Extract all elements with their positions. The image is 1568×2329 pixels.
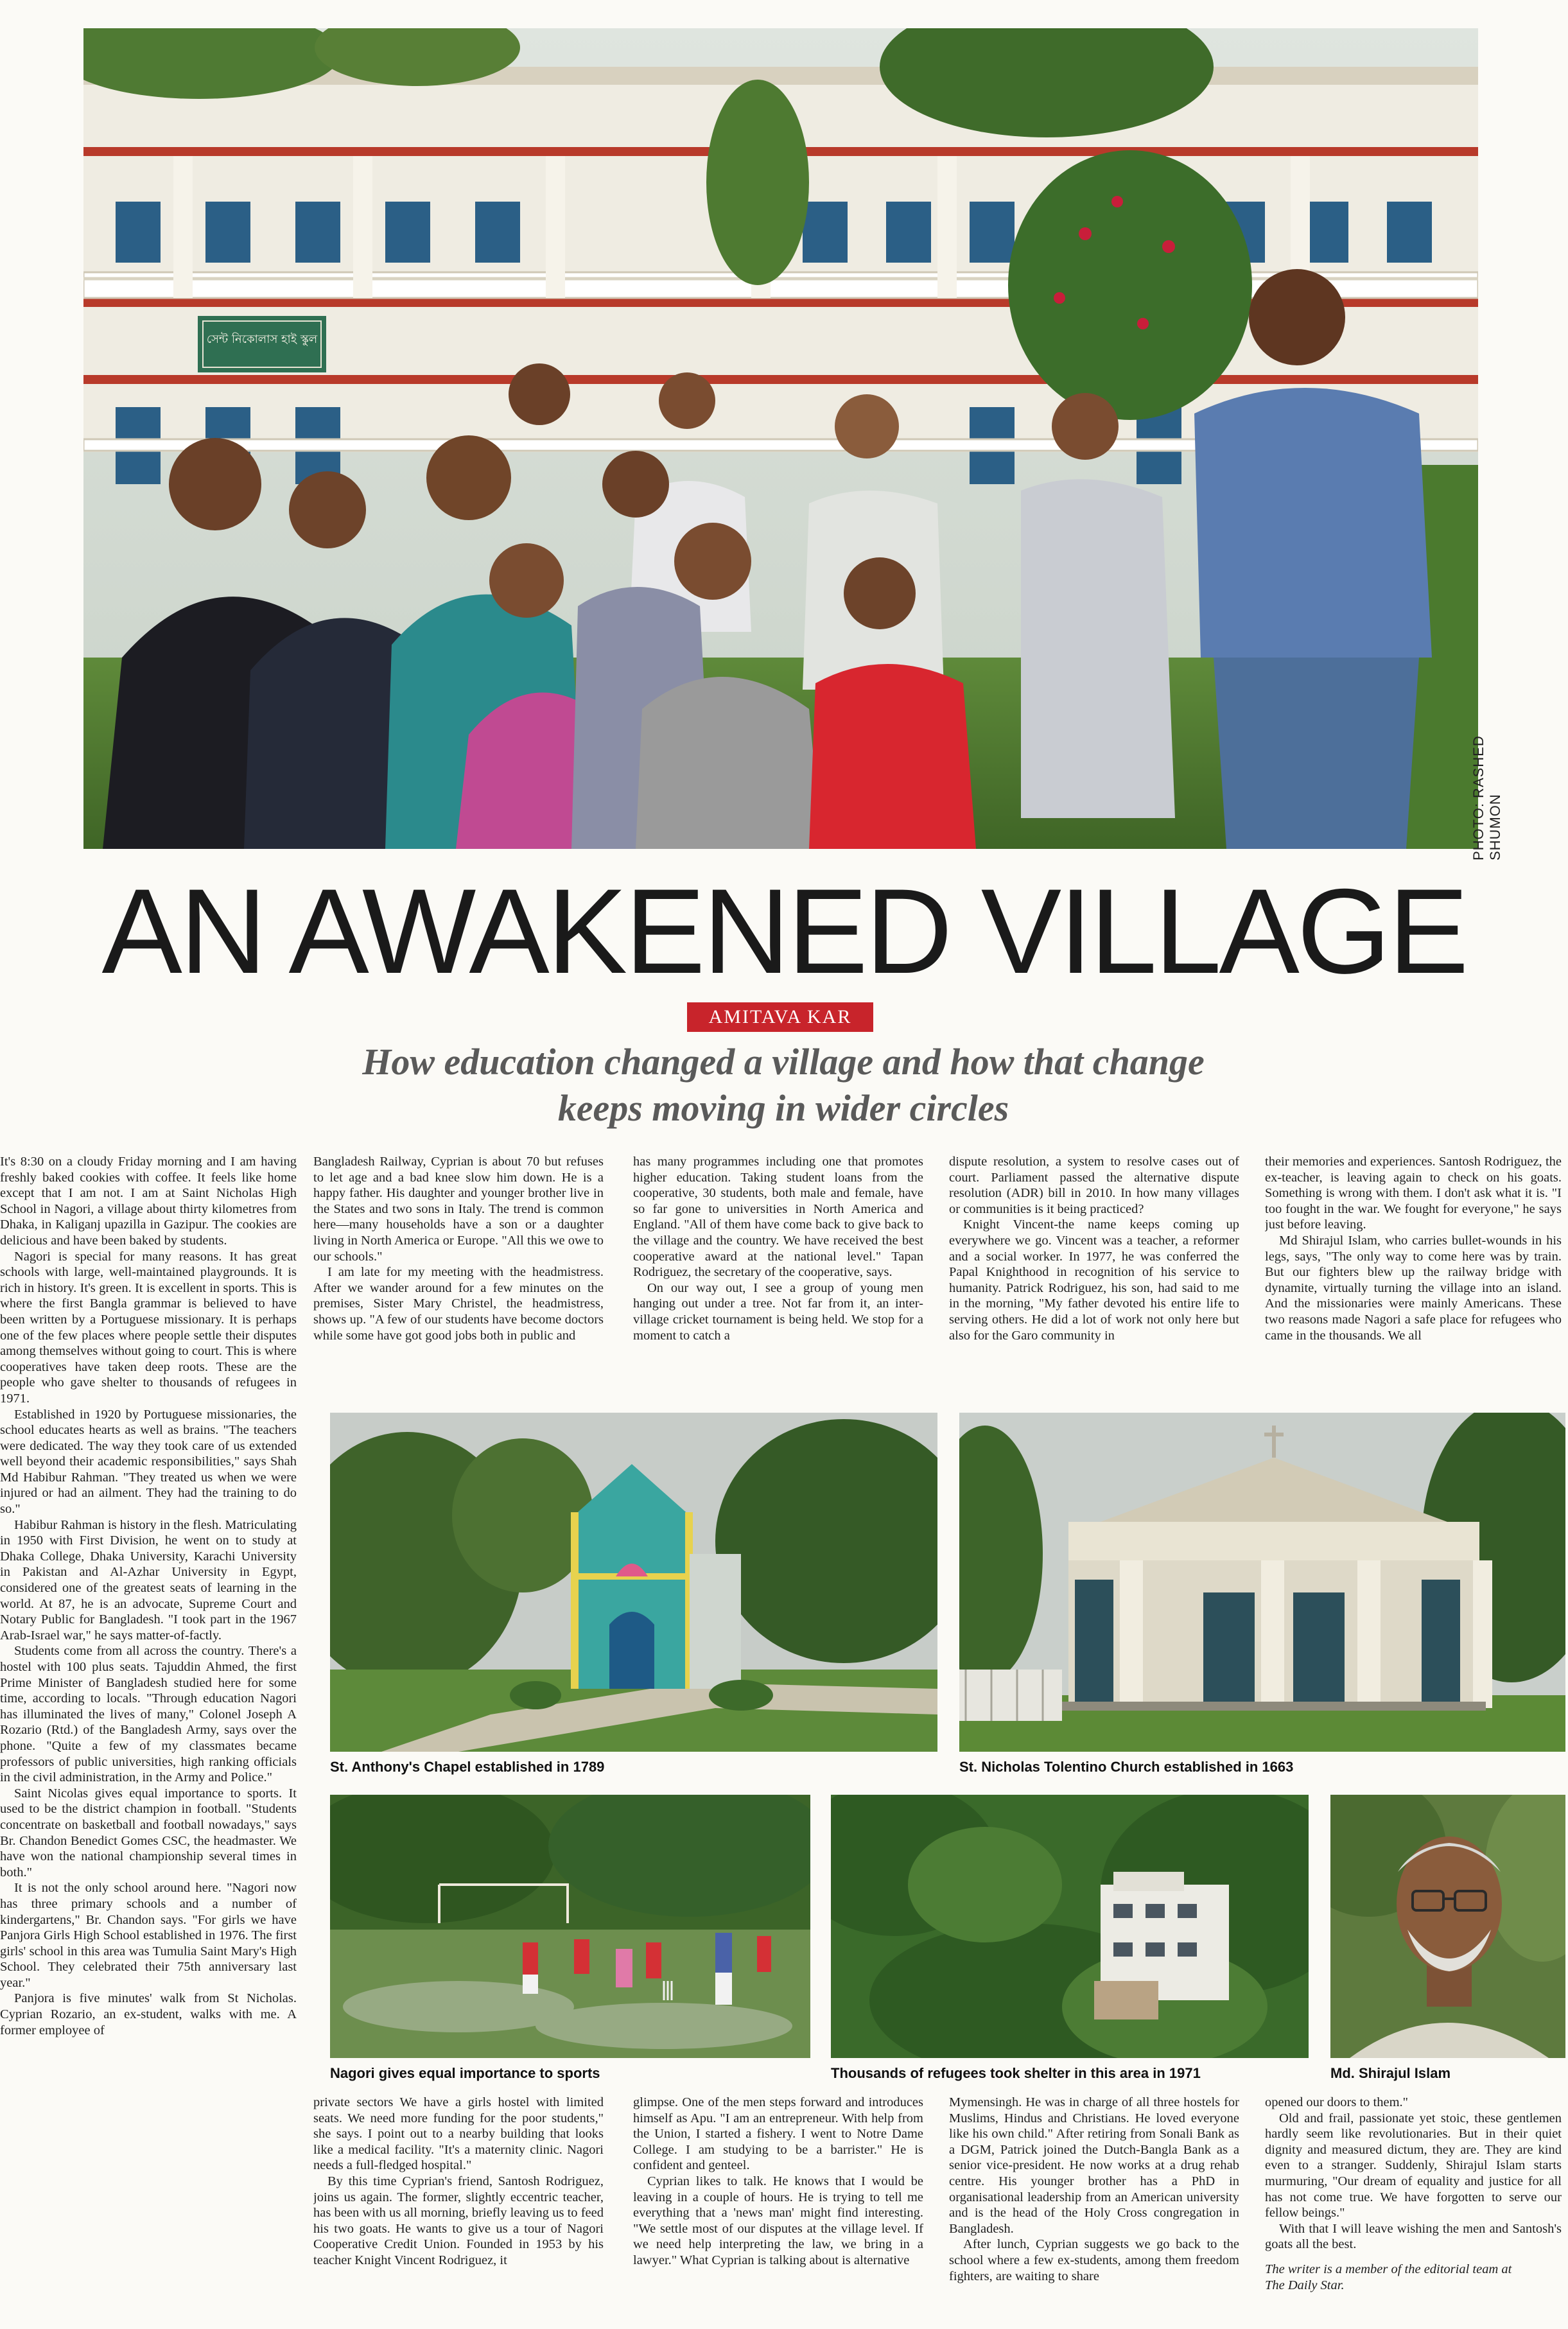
paragraph: Saint Nicolas gives equal importance to sports. It used to be the district champion in football. "Students concentrate on basketball and football nowadays," says Br. Chandon Benedict Gomes CSC, the headmaster. We have won the national championship several times in both." — [0, 1786, 297, 1880]
deck-line-2: keeps moving in wider circles — [557, 1087, 1009, 1129]
paragraph: Bangladesh Railway, Cyprian is about 70 but refuses to let age and a bad knee slow him down. He is a happy father. His daughter and younger brother live in the States and two sons in Italy. The trend is common here—many households have a son or a daughter living in North America or Europe. "All this we owe to our schools." — [313, 1155, 604, 1264]
paragraph: I am late for my meeting with the headmistress. After we wander around for a few minutes on the premises, Sister Mary Christel, the headmistress, shows up. "A few of our students have become doctors while some have got good jobs both in public and — [313, 1265, 604, 1343]
caption-church: St. Nicholas Tolentino Church established in 1663 — [959, 1759, 1294, 1775]
paragraph: By this time Cyprian's friend, Santosh Rodriguez, joins us again. The former, slightly eccentric teacher, has been with us all morning, briefly leaving us to feed his two goats. He wants to give us a tour of Nagori Cooperative Credit Union. Founded in 1953 by his teacher Knight Vincent Rodriguez, it — [313, 2174, 604, 2267]
column-4-bottom — [949, 2095, 1239, 2329]
caption-refugees: Thousands of refugees took shelter in this area in 1971 — [831, 2065, 1201, 2081]
church-photo — [959, 1413, 1565, 1752]
paragraph: Knight Vincent-the name keeps coming up everywhere we go. Vincent was a teacher, a reformer and a social worker. In 1977, he was conferred the Papal Knighthood in recognition of his service to humanity. Patrick Rodriguez, his son, had said to me in the morning, "My father devoted his entire life to serving others. He did a lot of work not only here but also for the Garo community in — [949, 1217, 1239, 1343]
headline: AN AWAKENED VILLAGE — [101, 864, 1467, 999]
sports-photo — [330, 1795, 810, 2058]
paragraph: With that I will leave wishing the men and Santosh's goats all the best. — [1265, 2221, 1562, 2252]
byline: AMITAVA KAR — [687, 1002, 873, 1032]
column-4-top — [949, 1154, 1239, 1391]
paragraph: Old and frail, passionate yet stoic, these gentlemen hardly seem like revolutionaries. But in their quiet dignity and measured dictum, they are. They are kind even to a stranger. Suddenly, Shirajul Islam starts murmuring, "Our dream of equality and justice for all has not come true. We have forgotten to serve our fellow beings." — [1265, 2111, 1562, 2220]
paragraph: Nagori is special for many reasons. It has great schools with large, well-maintained playgrounds. It is rich in history. It's green. It is excellent in sports. This is where the first Bangla grammar is believed to have been written by a Portuguese missionary. It is perhaps one of the few places where people settle their disputes among themselves without going to court. This is where cooperatives have taken deep roots. These are the people who gave shelter to thousands of refugees in 1971. — [0, 1249, 297, 1406]
paragraph: dispute resolution, a system to resolve cases out of court. Parliament passed the alternative dispute resolution (ADR) bill in 2010. In how many villages or communities is it being practiced? — [949, 1155, 1239, 1216]
paragraph: It's 8:30 on a cloudy Friday morning and I am having freshly baked cookies with coffee. It feels like home except that I am not. I am at Saint Nicholas High School in Nagori, a village about thirty kilometres from Dhaka, in Kaliganj upazilla in Gazipur. The cookies are delicious and have been baked by students. — [0, 1155, 297, 1248]
deck-line-1: How education changed a village and how that change — [362, 1041, 1205, 1083]
column-5-top — [1265, 1154, 1562, 1391]
paragraph: has many programmes including one that promotes higher education. Taking student loans from the cooperative, 30 students, both male and female, have so far gone to universities in North America and England. "All of them have come back to give back to the village and the country. We have received the best cooperative award at the national level." Tapan Rodriguez, the secretary of the cooperative, says. — [633, 1155, 923, 1280]
column-3-top — [633, 1154, 923, 1391]
school-sign-text: সেন্ট নিকোলাস হাই স্কুল — [206, 333, 318, 346]
paragraph: their memories and experiences. Santosh Rodriguez, the ex-teacher, is leaving again to check on his goats. Something is wrong with them. I don't ask what it is. "I too fought in the war. We fought for everyone," he says just before leaving. — [1265, 1155, 1562, 1232]
column-1 — [0, 1154, 297, 2329]
caption-chapel: St. Anthony's Chapel established in 1789 — [330, 1759, 605, 1775]
paragraph: glimpse. One of the men steps forward and introduces himself as Apu. "I am an entrepreneur. With help from the Union, I started a fishery. I went to Notre Dame College. I am studying to be a barrister." He is confident and genteel. — [633, 2095, 923, 2173]
caption-sports: Nagori gives equal importance to sports — [330, 2065, 600, 2081]
paragraph: private sectors We have a girls hostel with limited seats. We need more funding for the poor students," she says. I point out to a nearby building that looks like a medical facility. "It's a maternity clinic. Nagori needs a full-fledged hospital." — [313, 2095, 604, 2173]
hero-photo — [83, 28, 1478, 849]
column-3-bottom — [633, 2095, 923, 2329]
paragraph: opened our doors to them." — [1265, 2095, 1409, 2109]
column-2-top — [313, 1154, 604, 1391]
deck — [193, 1039, 1374, 1131]
author-note — [1265, 2262, 1562, 2293]
caption-portrait: Md. Shirajul Islam — [1330, 2065, 1451, 2081]
paragraph: Established in 1920 by Portuguese missionaries, the school educates hearts as well as brains. "The teachers were dedicated. The way they took care of us extended well beyond their academic responsibilities," says Shah Md Habibur Rahman. "They treated us when we were injured or had an ailment. They had the training to do so." — [0, 1407, 297, 1517]
paragraph: On our way out, I see a group of young men hanging out under a tree. Not far from it, an inter-village cricket tournament is being held. We stop for a moment to catch a — [633, 1280, 923, 1343]
paragraph: Habibur Rahman is history in the flesh. Matriculating in 1950 with First Division, he went on to study at Dhaka College, Dhaka University, Karachi University in Pakistan and Al-Azhar University in Egypt, considered one of the greatest seats of learning in the world. At 87, he is an advocate, Supreme Court and Notary Public for Bangladesh. "I took part in the 1967 Arab-Israel war," he says matter-of-factly. — [0, 1517, 297, 1643]
photo-credit: PHOTO: RASHED SHUMON — [1470, 735, 1503, 860]
paragraph: After lunch, Cyprian suggests we go back to the school where a few ex-students, among them freedom fighters, are waiting to share — [949, 2237, 1239, 2283]
column-5-bottom — [1265, 2095, 1562, 2329]
paragraph: Students come from all across the country. There's a hostel with 100 plus seats. Tajuddin Ahmed, the first Prime Minister of Bangladesh studied here for some time, according to locals. "Through education Nagori has illuminated the lives of many," Colonel Joseph A Rozario (Rtd.) of the Bangladesh Army, says over the phone. "Quite a few of my classmates became professors of public universities, high ranking officials in the civil administration, in the Army and Police." — [0, 1644, 297, 1785]
author-note-line-1: The writer is a member of the editorial team at — [1265, 2262, 1512, 2276]
column-2-bottom — [313, 2095, 604, 2329]
paragraph: Md Shirajul Islam, who carries bullet-wounds in his legs, says, "The only way to come here was by train. But our fighters blew up the railway bridge with dynamite, virtually turning the village into an island. And the missionaries were mainly Americans. These two reasons made Nagori a safe place for refugees who came in the thousands. We all — [1265, 1233, 1562, 1343]
paragraph: Cyprian likes to talk. He knows that I would be leaving in a couple of hours. He is trying to tell me everything that a 'news man' might find interesting. "We settle most of our disputes at the village level. If we need help interpreting the law, we bring in a lawyer." What Cyprian is talking about is alternative — [633, 2174, 923, 2267]
portrait-photo — [1330, 1795, 1565, 2058]
refugees-area-photo — [831, 1795, 1309, 2058]
paragraph: It is not the only school around here. "Nagori now has three primary schools and a number of kindergartens," Br. Chandon says. "For girls we have Panjora Girls High School established in 1976. The first girls' school in this area was Tumulia Saint Mary's High School. They celebrated their 75th anniversary last year." — [0, 1881, 297, 1990]
paragraph: Mymensingh. He was in charge of all three hostels for Muslims, Hindus and Christians. He loved everyone like his own child." After retiring from Sonali Bank as a DGM, Patrick joined the Dutch-Bangla Bank as a senior vice-president. He now works at a drug rehab centre. His younger brother has a PhD in organisational leadership from an American university and is the head of the Holy Cross congregation in Bangladesh. — [949, 2095, 1239, 2236]
author-note-line-2: The Daily Star. — [1265, 2278, 1345, 2292]
paragraph: Panjora is five minutes' walk from St Nicholas. Cyprian Rozario, an ex-student, walks with me. A former employee of — [0, 1991, 297, 2037]
chapel-photo — [330, 1413, 937, 1752]
